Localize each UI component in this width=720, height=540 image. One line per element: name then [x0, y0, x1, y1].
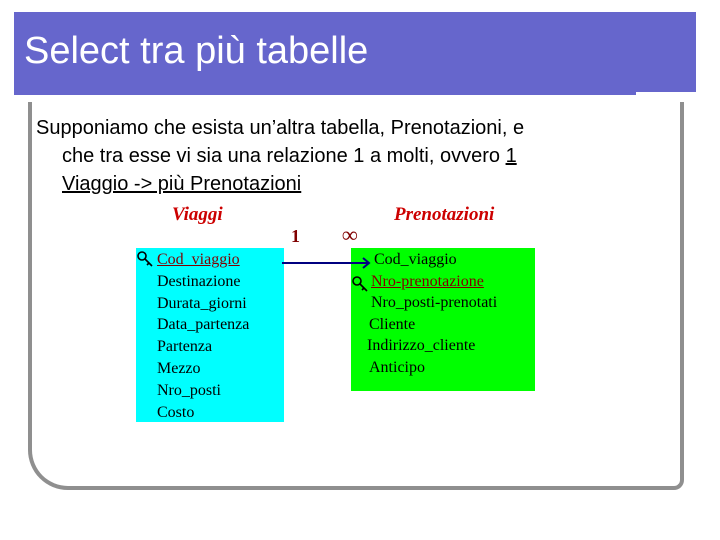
right-table-field: Nro-prenotazione	[371, 272, 484, 290]
right-table-field: Cliente	[369, 315, 416, 333]
left-table-field: Data_partenza	[157, 316, 250, 334]
body-line-2-text: che tra esse vi sia una relazione 1 a molti, ovvero	[62, 145, 506, 167]
left-table-field: Costo	[157, 403, 195, 421]
left-table-field: Cod_viaggio	[157, 251, 240, 268]
right-table-title: Prenotazioni	[394, 204, 495, 225]
left-table-field: Destinazione	[157, 272, 241, 290]
relation-connector	[280, 250, 374, 274]
right-table-field: Cod_viaggio	[374, 251, 457, 268]
relation-one-label: 1	[291, 226, 300, 246]
left-table-field: Nro_posti	[157, 381, 221, 399]
body-line-1: Supponiamo che esista un’altra tabella, Prenotazioni, e	[36, 117, 525, 139]
body-line-2	[36, 142, 656, 170]
slide-title: Select tra più tabelle	[24, 30, 369, 72]
body-paragraph	[36, 114, 656, 198]
relation-many-label: ∞	[342, 222, 358, 247]
title-underline	[14, 92, 636, 95]
left-table-field: Mezzo	[157, 360, 201, 377]
body-line-2-one: 1	[505, 145, 517, 167]
body-line-3: Viaggio -> più Prenotazioni	[62, 173, 302, 195]
key-icon	[351, 275, 369, 293]
key-icon	[136, 250, 154, 268]
title-separator	[14, 96, 636, 98]
right-table-field: Anticipo	[369, 359, 425, 376]
right-table-field: Indirizzo_cliente	[367, 337, 476, 355]
right-table-field: Nro_posti-prenotati	[371, 294, 498, 312]
left-table-field: Durata_giorni	[157, 294, 247, 312]
left-table-field: Partenza	[157, 338, 213, 356]
left-table-title: Viaggi	[172, 204, 223, 225]
